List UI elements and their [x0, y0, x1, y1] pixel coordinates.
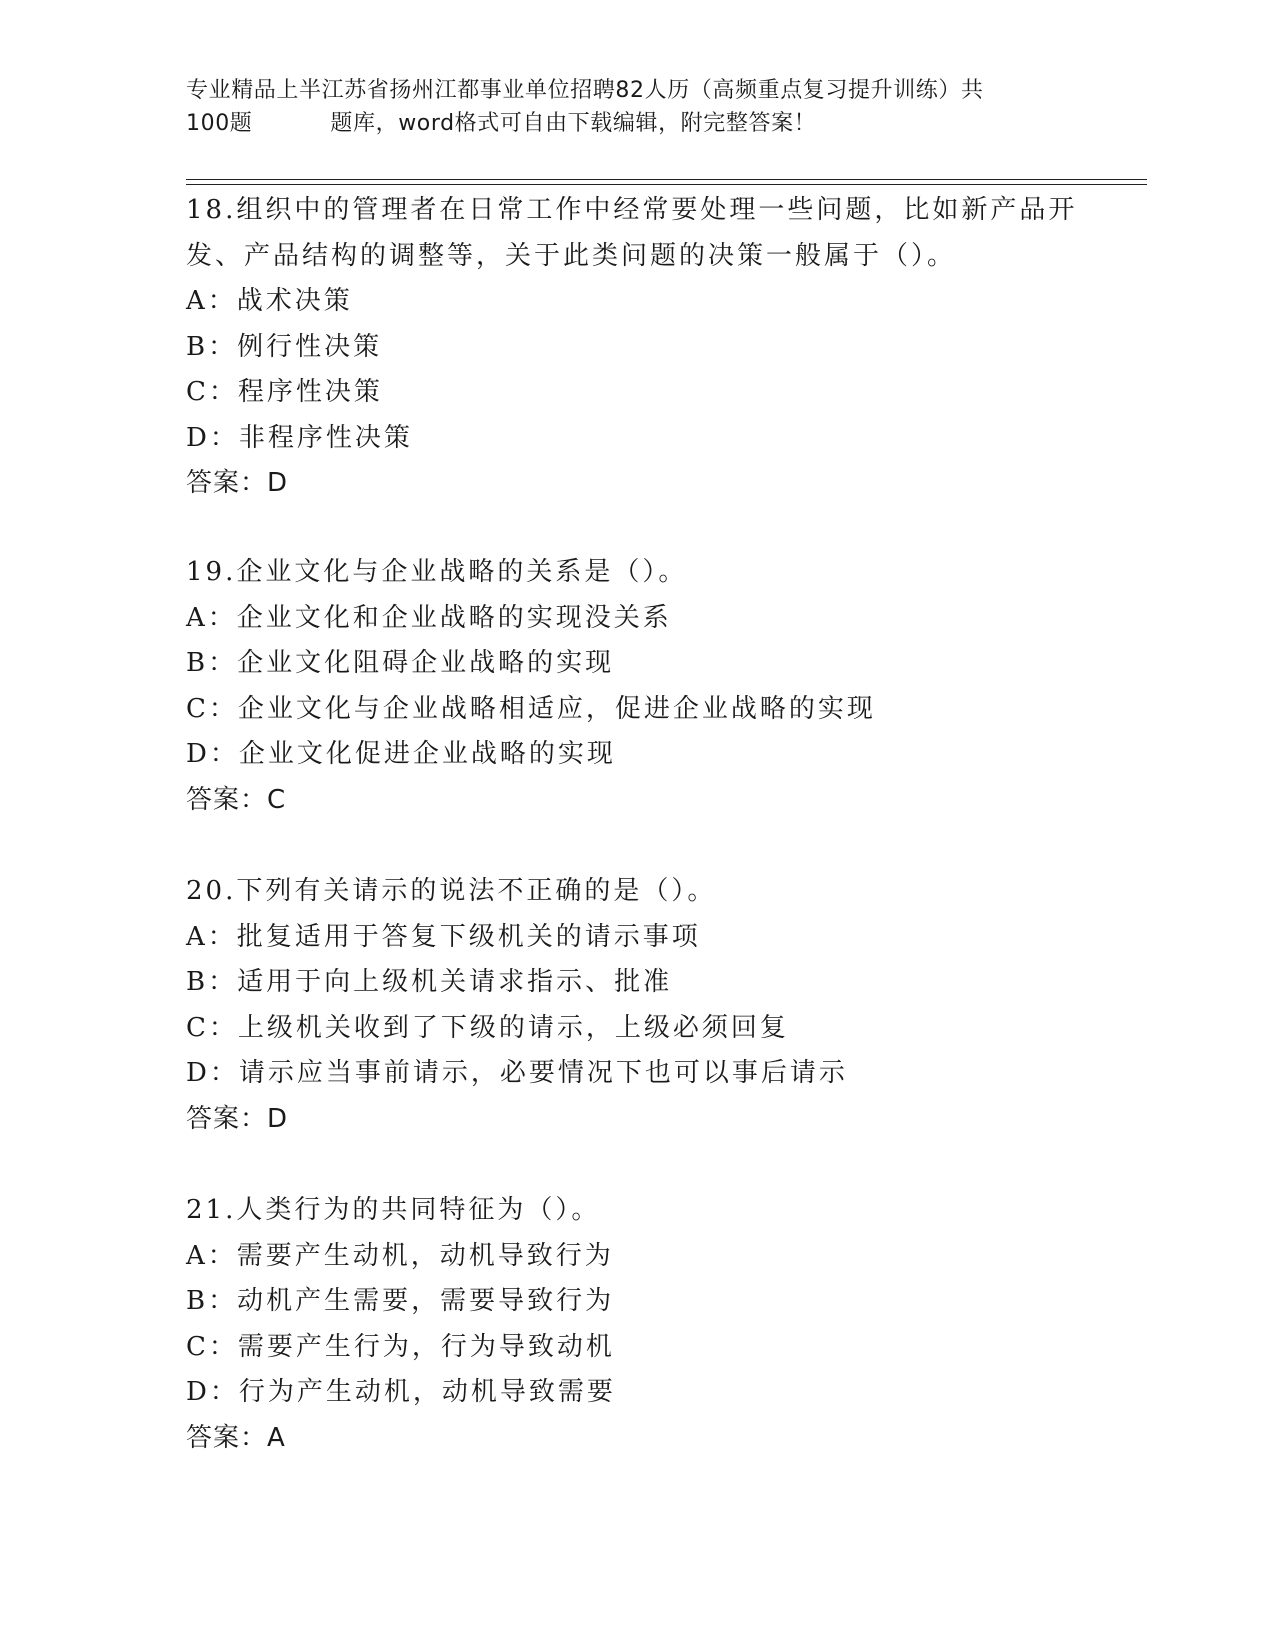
header-title-line1: 专业精品上半江苏省扬州江都事业单位招聘82人历（高频重点复习提升训练）共: [186, 78, 984, 103]
question-21: [186, 1188, 1086, 1461]
option-d: D：企业文化促进企业战略的实现: [186, 739, 616, 769]
header-description: 题库，word格式可自由下载编辑，附完整答案！: [330, 111, 817, 136]
option-b: B：动机产生需要，需要导致行为: [186, 1286, 615, 1316]
question-18: [186, 188, 1086, 507]
answer-label: 答案：A: [186, 1422, 286, 1453]
option-c: C：程序性决策: [186, 377, 383, 407]
header-divider-bottom: [186, 184, 1147, 185]
answer-label: 答案：D: [186, 1103, 289, 1134]
question-stem: 21.人类行为的共同特征为（）。: [186, 1195, 601, 1225]
header-question-count: 100题: [186, 111, 253, 136]
option-a: A：战术决策: [186, 286, 353, 316]
option-b: B：适用于向上级机关请求指示、批准: [186, 967, 673, 997]
option-c: C：企业文化与企业战略相适应，促进企业战略的实现: [186, 693, 876, 724]
option-d: D：非程序性决策: [186, 422, 413, 453]
document-header: [186, 74, 1086, 140]
option-a: A：企业文化和企业战略的实现没关系: [186, 602, 672, 633]
header-title-line2: [186, 107, 1086, 140]
option-a: A：需要产生动机，动机导致行为: [186, 1240, 614, 1271]
option-d: D：行为产生动机，动机导致需要: [186, 1377, 616, 1407]
option-a: A：批复适用于答复下级机关的请示事项: [186, 921, 701, 952]
header-divider-top: [186, 179, 1147, 180]
question-stem: 19.企业文化与企业战略的关系是（）。: [186, 557, 688, 587]
answer-label: 答案：D: [186, 468, 289, 498]
question-stem: 发、产品结构的调整等，关于此类问题的决策一般属于（）。: [186, 240, 957, 271]
answer-label: 答案：C: [186, 784, 287, 815]
question-stem: 18.组织中的管理者在日常工作中经常要处理一些问题，比如新产品开: [186, 195, 1078, 225]
option-c: C：需要产生行为，行为导致动机: [186, 1331, 615, 1362]
option-c: C：上级机关收到了下级的请示，上级必须回复: [186, 1012, 789, 1043]
option-b: B：例行性决策: [186, 331, 383, 362]
question-20: [186, 869, 1086, 1142]
question-stem: 20.下列有关请示的说法不正确的是（）。: [186, 876, 717, 906]
option-b: B：企业文化阻碍企业战略的实现: [186, 648, 615, 678]
option-d: D：请示应当事前请示，必要情况下也可以事后请示: [186, 1058, 848, 1088]
question-19: [186, 550, 1086, 823]
